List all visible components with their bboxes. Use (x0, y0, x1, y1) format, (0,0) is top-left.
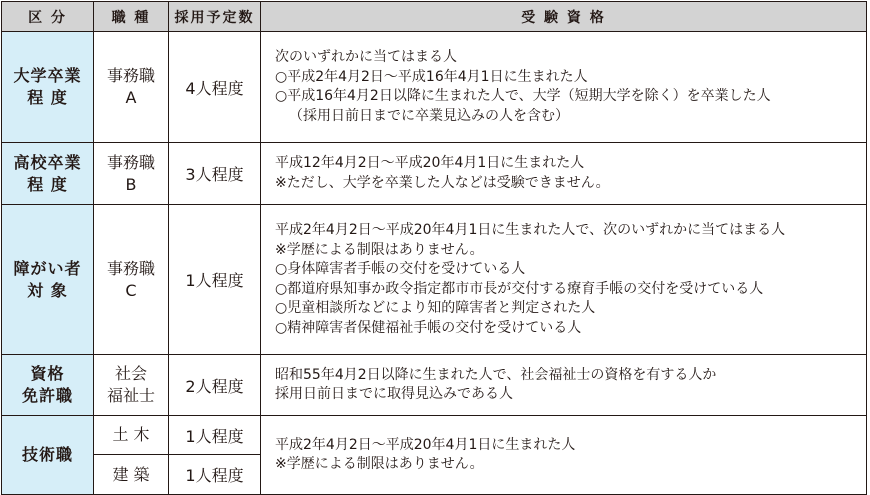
requirement-line: ○精神障害者保健福祉手帳の交付を受けている人 (275, 319, 582, 336)
requirement-line: 平成12年4月2日～平成20年4月1日に生まれた人 (275, 155, 585, 171)
category-line: 対 象 (27, 280, 68, 300)
requirement-line: ※ただし、大学を卒業した人などは受験できません。 (275, 174, 610, 191)
category-cell (2, 205, 94, 355)
table-row (2, 355, 867, 416)
requirement-line: 次のいずれかに当てはまる人 (275, 49, 457, 65)
requirement-line: 平成2年4月2日～平成20年4月1日に生まれた人で、次のいずれかに当てはまる人 (275, 222, 786, 238)
exam-qualification-table-wrapper (1, 1, 867, 488)
job-cell (94, 143, 169, 205)
category-line: 大学卒業 (13, 66, 82, 85)
job-cell: 建 築 (94, 455, 169, 495)
job-cell (94, 32, 169, 143)
table-row (2, 143, 867, 205)
requirement-line: ○平成16年4月2日以降に生まれた人で、大学（短期大学を除く）を卒業した人 (275, 88, 771, 104)
job-line: 事務職 (106, 66, 155, 85)
count-cell: 1人程度 (169, 416, 261, 455)
category-line: 資格 (30, 364, 65, 383)
job-line: B (125, 174, 137, 194)
header-requirements: 受 験 資 格 (261, 2, 867, 32)
count-cell: 4人程度 (169, 32, 261, 143)
requirements-cell (261, 355, 867, 416)
requirement-line: ○都道府県知事か政令指定都市市長が交付する療育手帳の交付を受けている人 (275, 280, 764, 297)
category-line: 技術職 (21, 445, 73, 464)
job-line: 事務職 (106, 258, 155, 278)
header-count: 採用予定数 (169, 2, 261, 32)
count-cell: 3人程度 (169, 143, 261, 205)
category-line: 高校卒業 (13, 152, 82, 172)
job-line: 福祉士 (106, 386, 155, 405)
requirement-line: ○児童相談所などにより知的障害者と判定された人 (275, 300, 596, 316)
category-line: 障がい者 (13, 258, 82, 278)
count-cell: 2人程度 (169, 355, 261, 416)
table-row (2, 416, 867, 455)
job-cell: 土 木 (94, 416, 169, 455)
requirement-line: 昭和55年4月2日以降に生まれた人で、社会福祉士の資格を有する人か (275, 366, 717, 383)
category-cell (2, 143, 94, 205)
category-cell (2, 355, 94, 416)
category-cell (2, 32, 94, 143)
category-line: 程 度 (27, 174, 68, 194)
category-cell (2, 416, 94, 495)
requirement-line: 平成2年4月2日～平成20年4月1日に生まれた人 (275, 436, 576, 453)
header-job: 職 種 (94, 2, 169, 32)
requirements-cell (261, 416, 867, 495)
requirements-cell (261, 143, 867, 205)
requirements-cell (261, 205, 867, 355)
requirement-line: ※学歴による制限はありません。 (275, 456, 484, 472)
job-line: C (125, 280, 137, 300)
table-row (2, 205, 867, 355)
job-cell (94, 355, 169, 416)
requirement-line: ○身体障害者手帳の交付を受けている人 (275, 261, 526, 277)
table-header-row (2, 2, 867, 32)
job-line: 社会 (114, 364, 147, 383)
job-cell (94, 205, 169, 355)
requirements-cell (261, 32, 867, 143)
category-line: 程 度 (27, 88, 68, 107)
job-line: 事務職 (106, 152, 155, 172)
table-row (2, 32, 867, 143)
requirement-line: 採用日前日までに取得見込みである人 (275, 386, 513, 402)
requirement-line: ※学歴による制限はありません。 (275, 241, 484, 258)
category-line: 免許職 (21, 386, 73, 405)
count-cell: 1人程度 (169, 455, 261, 495)
header-category: 区 分 (2, 2, 94, 32)
requirement-line: （採用日前日までに卒業見込みの人を含む） (289, 107, 569, 124)
count-cell: 1人程度 (169, 205, 261, 355)
requirement-line: ○平成2年4月2日～平成16年4月1日に生まれた人 (275, 68, 588, 85)
exam-qualification-table (1, 1, 867, 495)
job-line: A (125, 88, 137, 107)
